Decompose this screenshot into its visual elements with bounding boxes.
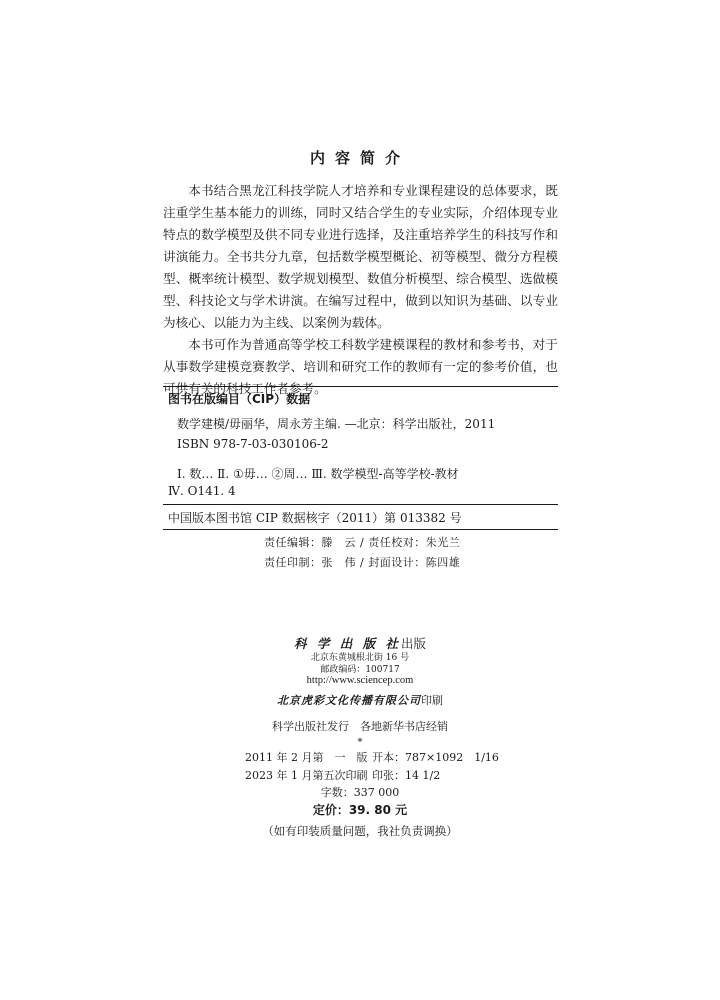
- cip-isbn: ISBN 978-7-03-030106-2: [177, 437, 329, 451]
- editors-line-2: 责任印制：张 伟 / 封面设计：陈四雄: [264, 556, 461, 569]
- publisher-name-suffix: 出版: [400, 636, 426, 651]
- separator-star: *: [357, 737, 363, 748]
- cip-classification-2: Ⅳ. O141. 4: [168, 484, 236, 498]
- publisher-name-text: 科 学 出 版 社: [294, 636, 401, 651]
- summary-body: [163, 180, 558, 400]
- publisher-address: 北京东黄城根北街 16 号: [310, 653, 410, 663]
- summary-paragraph-2: 本书可作为普通高等学校工科数学建模课程的教材和参考书，对于从事数学建模竞赛教学、培训和研究工作的教师有一定的参考价值，也可供有关的科技工作者参考。: [163, 337, 558, 396]
- printer-name-text: 北京虎彩文化传播有限公司: [277, 694, 421, 707]
- edition-info: 2011 年 2 月第 一 版: [245, 751, 368, 764]
- cip-heading: 图书在版编目（CIP）数据: [168, 392, 311, 406]
- summary-paragraph-1: 本书结合黑龙江科技学院人才培养和专业课程建设的总体要求，既注重学生基本能力的训练，同时又结合学生的专业实际，介绍体现专业特点的数学模型及供不同专业进行选择，及注重培养学生的科技写作和讲演能力。全书共分九章，包括数学模型概论、初等模型、微分方程模型、概率统计模型、数学规划模型、数值分析模型、综合模型、选做模型、科技论文与学术讲演。在编写过程中，做到以知识为基础、以专业为核心、以能力为主线、以案例为载体。: [163, 183, 558, 330]
- distribution-line: 科学出版社发行 各地新华书店经销: [272, 720, 448, 733]
- printing-info: 2023 年 1 月第五次印刷: [245, 769, 368, 782]
- printer-name: [0, 692, 720, 708]
- editors-line-1: 责任编辑：滕 云 / 责任校对：朱光兰: [264, 536, 461, 549]
- summary-title: 内容简介: [309, 149, 410, 167]
- printer-name-suffix: 印刷: [421, 694, 443, 707]
- cip-bottom-rule: [163, 529, 558, 530]
- quality-notice: （如有印装质量问题，我社负责调换）: [262, 824, 458, 838]
- cip-middle-rule: [163, 504, 558, 505]
- cip-data-number: 中国版本图书馆 CIP 数据核字（2011）第 013382 号: [168, 511, 462, 525]
- cip-top-rule: [163, 386, 558, 387]
- format-info: 开本：787×1092 1/16: [372, 751, 499, 764]
- sheets-info: 印张：14 1/2: [372, 769, 441, 782]
- publisher-url: http://www.sciencep.com: [306, 675, 414, 686]
- cip-title-line: 数学建模/毋丽华，周永芳主编. —北京：科学出版社，2011: [177, 417, 496, 431]
- word-count: 字数：337 000: [320, 786, 400, 799]
- price: 定价：39. 80 元: [312, 803, 408, 817]
- publisher-postcode: 邮政编码：100717: [320, 665, 400, 675]
- cip-classification-1: Ⅰ. 数… Ⅱ. ①毋… ②周… Ⅲ. 数学模型-高等学校-教材: [177, 467, 459, 481]
